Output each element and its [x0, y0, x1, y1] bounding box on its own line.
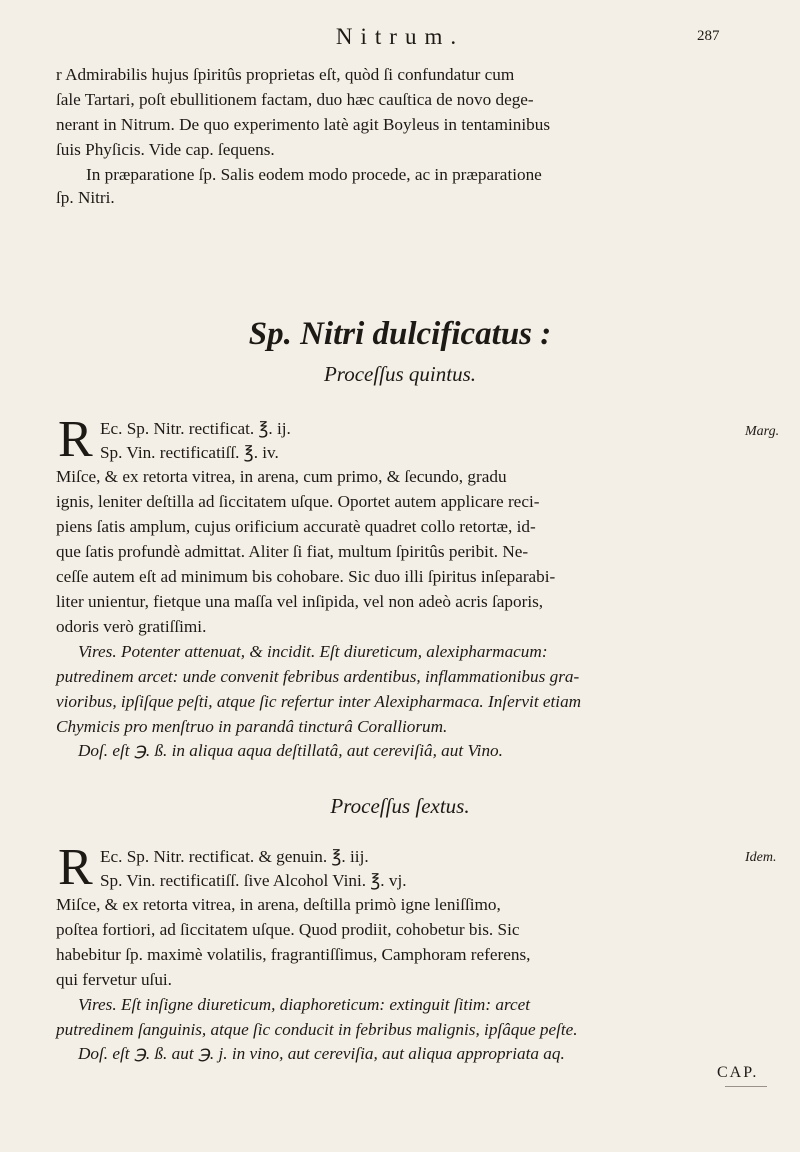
section-title: Sp. Nitri dulcificatus :	[248, 316, 552, 352]
body-line: Miſce, & ex retorta vitrea, in arena, deſtilla primò igne leniſſimo,	[56, 895, 501, 914]
intro-line: In præparatione ſp. Salis eodem modo procede, ac in præparatione	[86, 165, 542, 184]
vires-line: putredinem arcet: unde convenit febribus ardentibus, inflammationibus gra-	[56, 667, 580, 686]
body-line: ceſſe autem eſt ad minimum bis cohobare. Sic duo illi ſpiritus inſeparabi-	[56, 567, 556, 586]
body-line: que ſatis profundè admittat. Aliter ſi fiat, multum ſpiritûs peribit. Ne-	[56, 542, 529, 561]
page-number: 287	[697, 28, 720, 44]
vires-line: vioribus, ipſiſque peſti, atque ſic refertur inter Alexipharmaca. Inſervit etiam	[56, 692, 582, 711]
body-line: habebitur ſp. maximè volatilis, fragrantiſſimus, Camphoram referens,	[56, 945, 531, 964]
vires-line: Vires. Potenter attenuat, & incidit. Eſt diureticum, alexipharmacum:	[78, 642, 548, 661]
catchword: CAP.	[717, 1064, 759, 1081]
body-line: poſtea fortiori, ad ſiccitatem uſque. Quod prodiit, cohobetur bis. Sic	[56, 920, 520, 939]
margin-note: Idem.	[745, 850, 777, 865]
body-line: ignis, leniter deſtilla ad ſiccitatem uſque. Oportet autem applicare reci-	[56, 492, 540, 511]
dose-line: Doſ. eſt ℈. ß. in aliqua aqua deſtillatâ, aut cereviſiâ, aut Vino.	[78, 741, 503, 760]
margin-note: Marg.	[745, 424, 780, 439]
recipe-line: Sp. Vin. rectificatiſſ. ſive Alcohol Vini. ℥. vj.	[100, 871, 407, 890]
dose-line: Doſ. eſt ℈. ß. aut ℈. j. in vino, aut cereviſia, aut aliqua appropriata aq.	[78, 1044, 565, 1063]
intro-line: ſale Tartari, poſt ebullitionem factam, duo hæc cauſtica de novo dege-	[56, 90, 534, 109]
vires-line: putredinem ſanguinis, atque ſic conducit in febribus malignis, ipſâque peſte.	[56, 1020, 578, 1039]
drop-cap: R	[58, 839, 93, 896]
running-title: Nitrum.	[335, 24, 465, 49]
body-line: Miſce, & ex retorta vitrea, in arena, cum primo, & ſecundo, gradu	[56, 467, 507, 486]
body-line: odoris verò gratiſſimi.	[56, 617, 207, 636]
body-line: piens ſatis amplum, cujus orificium accuratè quadret collo retortæ, id-	[56, 517, 536, 536]
vires-line: Vires. Eſt inſigne diureticum, diaphoreticum: extinguit ſitim: arcet	[78, 995, 531, 1014]
body-line: qui fervetur uſui.	[56, 970, 172, 989]
recipe-line: Sp. Vin. rectificatiſſ. ℥. iv.	[100, 443, 279, 462]
vires-line: Chymicis pro menſtruo in parandâ tincturâ Coralliorum.	[56, 717, 448, 736]
process-title: Proceſſus ſextus.	[330, 794, 470, 818]
intro-line: nerant in Nitrum. De quo experimento latè agit Boyleus in tentaminibus	[56, 115, 551, 134]
intro-line: ſuis Phyſicis. Vide cap. ſequens.	[56, 140, 275, 159]
intro-line: r Admirabilis hujus ſpiritûs proprietas eſt, quòd ſi confundatur cum	[56, 65, 515, 84]
recipe-line: Ec. Sp. Nitr. rectificat. & genuin. ℥. iij.	[100, 847, 369, 866]
recipe-line: Ec. Sp. Nitr. rectificat. ℥. ij.	[100, 419, 291, 438]
drop-cap: R	[58, 411, 93, 468]
body-line: liter unientur, fietque una maſſa vel inſipida, vel non adeò acris ſaporis,	[56, 592, 544, 611]
catchword-rule	[725, 1086, 767, 1087]
intro-line: ſp. Nitri.	[56, 188, 115, 207]
process-title: Proceſſus quintus.	[323, 362, 477, 386]
